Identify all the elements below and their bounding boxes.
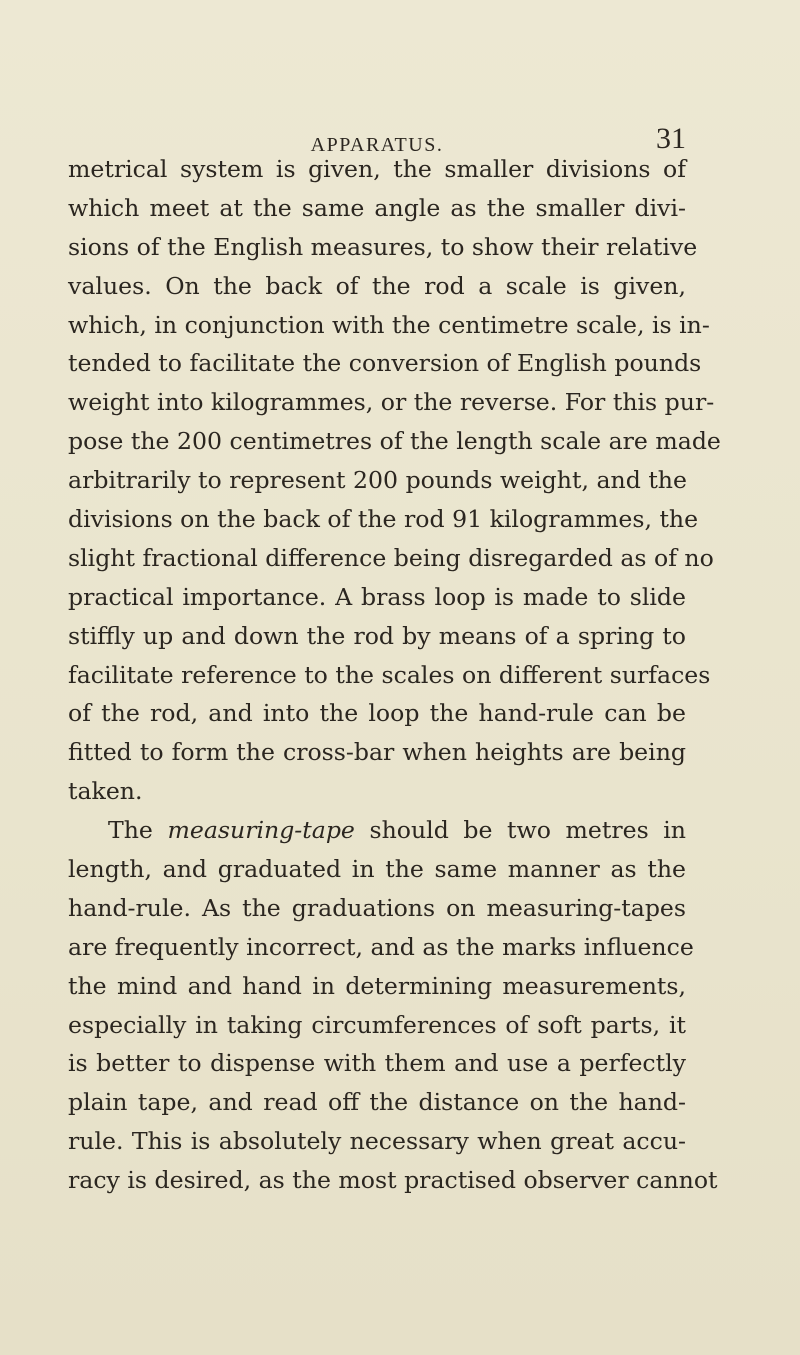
text-line: which meet at the same angle as the smaller divi- <box>68 193 686 222</box>
text-line: the mind and hand in determining measurements, <box>68 971 686 1000</box>
text-line: taken. <box>68 777 143 806</box>
text-line: divisions on the back of the rod 91 kilogrammes, the <box>68 505 699 534</box>
text-line: plain tape, and read off the distance on the hand- <box>68 1088 686 1117</box>
paragraph-opening-line <box>68 811 686 850</box>
text-line: of the rod, and into the loop the hand-rule can be <box>68 699 686 728</box>
text-line: sions of the English measures, to show their relative <box>68 232 698 261</box>
text-line: facilitate reference to the scales on different surfaces <box>68 660 711 689</box>
text-line: practical importance. A brass loop is made to slide <box>68 582 686 611</box>
text-line: pose the 200 centimetres of the length scale are made <box>68 427 721 456</box>
page-number: 31 <box>656 122 686 155</box>
text-line: stiffly up and down the rod by means of a spring to <box>68 621 686 650</box>
text-line: racy is desired, as the most practised observer cannot <box>68 1166 718 1195</box>
text-run: The <box>108 816 168 845</box>
text-run: should be two metres in <box>354 816 686 845</box>
text-line: weight into kilogrammes, or the reverse. For this pur- <box>68 388 715 417</box>
text-line: length, and graduated in the same manner as the <box>68 855 686 884</box>
text-line: which, in conjunction with the centimetre scale, is in- <box>68 310 710 339</box>
text-line: rule. This is absolutely necessary when great accu- <box>68 1127 686 1156</box>
text-line: is better to dispense with them and use a perfectly <box>68 1049 686 1078</box>
text-line: metrical system is given, the smaller divisions of <box>68 155 686 183</box>
running-title: APPARATUS. <box>310 134 444 156</box>
text-line: tended to facilitate the conversion of English pounds <box>68 349 702 378</box>
text-line: hand-rule. As the graduations on measuring-tapes <box>68 893 686 922</box>
italic-term: measuring-tape <box>167 816 355 845</box>
text-line: fitted to form the cross-bar when heights are being <box>68 738 686 767</box>
text-line: especially in taking circumferences of soft parts, it <box>68 1010 686 1039</box>
body-text <box>68 150 721 1200</box>
text-line: slight fractional difference being disregarded as of no <box>68 543 714 572</box>
text-line: are frequently incorrect, and as the marks influence <box>68 932 694 961</box>
text-line: arbitrarily to represent 200 pounds weight, and the <box>68 466 687 495</box>
text-line: values. On the back of the rod a scale is given, <box>68 271 686 300</box>
